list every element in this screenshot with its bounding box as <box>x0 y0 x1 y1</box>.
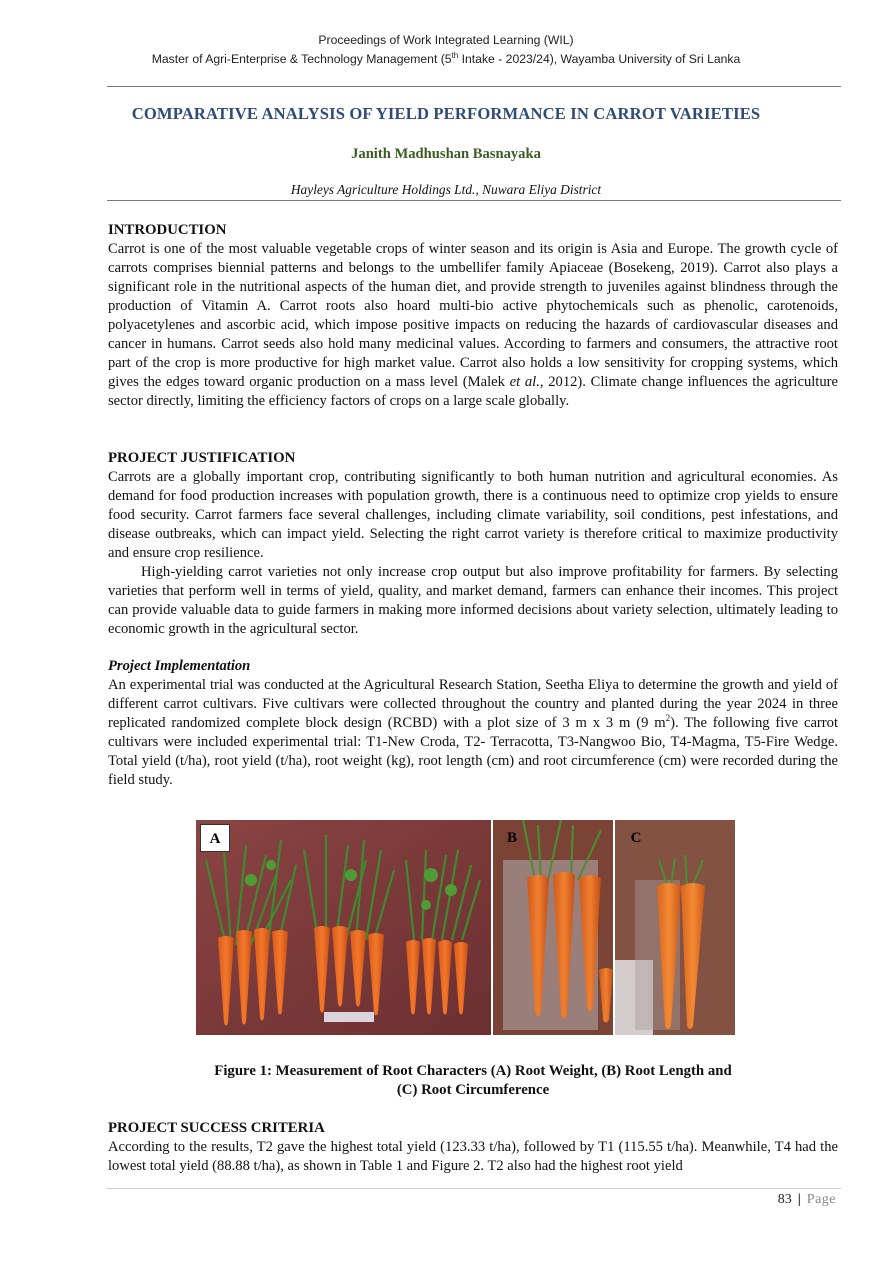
photo-panel-b <box>493 820 613 1035</box>
figure-caption-line-1: Figure 1: Measurement of Root Characters (A) Root Weight, (B) Root Length and <box>214 1063 732 1079</box>
justification-paragraph-1: Carrots are a globally important crop, contributing significantly to both human nutrition and agricultural economies. As demand for food production increases with population growth, there is a continuous need to optimize crop yields to ensure food security. Carrot farmers face several challenges, including climate variability, soil conditions, pest infestations, and disease outbreaks, which can impact yield. Selecting the right carrot variety is therefore critical to maximize productivity and ensure crop resilience. <box>108 469 838 561</box>
section-heading-success: PROJECT SUCCESS CRITERIA <box>108 1120 325 1136</box>
header-superscript: th <box>451 51 459 60</box>
figure-caption <box>0 1062 892 1100</box>
figure-caption-line-2: (C) Root Circumference <box>396 1082 550 1098</box>
intro-text-b: , 2012). Climate change influences the agriculture sector directly, limiting the efficiency factors of crops on a large scale globally. <box>108 374 838 409</box>
figure-carrot-photos <box>196 820 735 1035</box>
implementation-paragraph <box>108 676 838 790</box>
page-word: Page <box>806 1192 836 1207</box>
section-success-criteria <box>108 1119 838 1176</box>
running-header-programme <box>0 51 892 66</box>
section-heading-implementation: Project Implementation <box>108 658 251 674</box>
section-heading-introduction: INTRODUCTION <box>108 222 227 238</box>
paper-title: COMPARATIVE ANALYSIS OF YIELD PERFORMANCE IN CARROT VARIETIES <box>131 104 761 123</box>
page-number: 83 <box>777 1192 792 1207</box>
header-divider <box>107 86 841 87</box>
justification-paragraph-2: High-yielding carrot varieties not only increase crop output but also improve profitability for farmers. By selecting varieties that perform well in terms of yield, quality, and market demand, farmers can enhance their incomes. This project can provide valuable data to guide farmers in making more informed decisions about variety selection, ultimately leading to economic growth in the agricultural sector. <box>108 564 838 637</box>
impl-superscript: 2 <box>665 713 671 724</box>
photo-panel-a <box>196 820 491 1035</box>
header-programme-text-a: Master of Agri-Enterprise & Technology Management (5 <box>151 52 452 67</box>
intro-text-a: Carrot is one of the most valuable vegetable crops of winter season and its origin is Asia and Europe. The growth cycle of carrots comprises biennial patterns and belongs to the umbellifer family Apiaceae (Bosekeng, 2019). Carrot also plays a significant role in the nutritional aspects of the human diet, and provide strength to juveniles against blindness through the production of Vitamin A. Carrot roots also hoard multi-bio active phytochemicals such as phenolic, carotenoids, polyacetylenes and ascorbic acid, which impose positive impacts on reducing the hazards of cardiovascular diseases and cancer in humans. Carrot seeds also hold many medicinal values. According to farmers and consumers, the attractive root part of the crop is more productive for high market value. Carrot also holds a low sensitivity for cropping systems, which gives the edges toward organic production on a mass level (Malek <box>108 241 838 390</box>
panel-label-a: A <box>200 824 230 852</box>
impl-text-a: An experimental trial was conducted at the Agricultural Research Station, Seetha Eliya to determine the growth and yield of different carrot cultivars. Five cultivars were collected throughout the country and planted during the year 2024 in three replicated randomized complete block design (RCBD) with a plot size of 3 m x 3 m (9 m <box>108 677 838 731</box>
section-heading-justification: PROJECT JUSTIFICATION <box>108 450 296 466</box>
footer-divider <box>107 1188 841 1189</box>
running-header-proceedings: Proceedings of Work Integrated Learning (WIL) <box>318 33 574 47</box>
title-divider <box>107 200 841 201</box>
section-introduction <box>108 221 838 411</box>
carrot-photo-c <box>615 820 735 1035</box>
section-justification <box>108 449 838 639</box>
carrot-photo-a <box>196 820 491 1035</box>
header-programme-text-b: Intake - 2023/24), Wayamba University of Sri Lanka <box>458 52 741 67</box>
section-implementation <box>108 657 838 790</box>
footer-separator: | <box>797 1192 801 1207</box>
author-affiliation: Hayleys Agriculture Holdings Ltd., Nuwara Eliya District <box>290 182 602 197</box>
intro-text-etal: et al. <box>509 374 540 390</box>
introduction-paragraph <box>108 240 838 411</box>
panel-label-c: C <box>630 830 642 846</box>
photo-panel-c <box>615 820 735 1035</box>
impl-text-b: ). The following five carrot cultivars were included experimental trial: T1-New Croda, T2- Terracotta, T3-Nangwoo Bio, T4-Magma, T5-Fire Wedge. Total yield (t/ha), root yield (t/ha), root weight (kg), root length (cm) and root circumference (cm) were recorded during the field study. <box>108 715 838 788</box>
success-paragraph: According to the results, T2 gave the highest total yield (123.33 t/ha), followed by T1 (115.55 t/ha). Meanwhile, T4 had the lowest total yield (88.88 t/ha), as shown in Table 1 and Figure 2. T2 also had the highest root yield <box>108 1139 838 1174</box>
panel-label-b: B <box>506 830 517 846</box>
page-footer <box>778 1192 836 1208</box>
carrot-photo-b <box>493 820 613 1035</box>
paper-author: Janith Madhushan Basnayaka <box>351 146 541 162</box>
